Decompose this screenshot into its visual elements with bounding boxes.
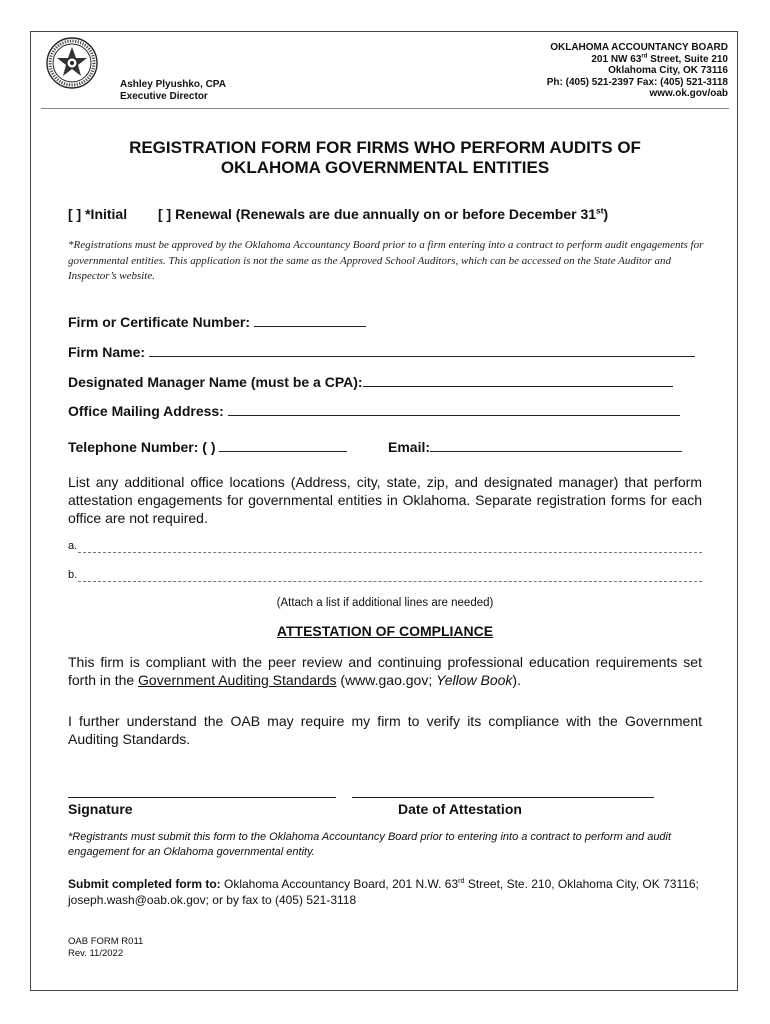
telephone-label: Telephone Number: ( ) — [68, 439, 216, 455]
attestation-paragraph-2: I further understand the OAB may require my firm to verify its compliance with the Government Auditing Standards. — [68, 713, 702, 747]
manager-blank[interactable] — [363, 374, 673, 387]
executive-director-block — [120, 79, 226, 103]
form-title — [0, 138, 770, 178]
date-line[interactable] — [352, 797, 654, 798]
oklahoma-state-seal-icon — [46, 37, 98, 89]
board-address-line1: 201 NW 63rd Street, Suite 210 — [591, 53, 728, 65]
attach-list-note: (Attach a list if additional lines are needed) — [276, 597, 494, 609]
form-revision: Rev. 11/2022 — [68, 947, 124, 959]
cert-number-field[interactable] — [68, 314, 366, 330]
form-title-line2: OKLAHOMA GOVERNMENTAL ENTITIES — [220, 158, 550, 177]
mailing-address-field[interactable] — [68, 403, 680, 419]
office-line-a-label: a. — [68, 540, 78, 552]
office-line-b[interactable] — [78, 581, 702, 582]
mailing-address-blank[interactable] — [228, 403, 680, 416]
renewal-label: [ ] Renewal — [158, 206, 232, 222]
registrant-note: *Registrants must submit this form to the Oklahoma Accountancy Board prior to entering into a contract to perform and audit engagement for an Oklahoma governmental entity. — [68, 831, 672, 858]
executive-title: Executive Director — [120, 91, 208, 102]
board-address-line2: Oklahoma City, OK 73116 — [608, 65, 728, 76]
firm-name-blank[interactable] — [149, 344, 695, 357]
telephone-field[interactable] — [68, 439, 347, 455]
mailing-address-label: Office Mailing Address: — [68, 403, 224, 419]
email-blank[interactable] — [430, 439, 682, 452]
renewal-deadline-note: (Renewals are due annually on or before December 31st) — [235, 205, 609, 222]
board-contact-block — [547, 42, 728, 100]
additional-offices-instructions: List any additional office locations (Address, city, state, zip, and designated manager) that perform attestation engagements for governmental entities in Oklahoma. Separate registration forms for each office are not required. — [68, 474, 702, 526]
signature-line[interactable] — [68, 797, 336, 798]
initial-registration-note: *Registrations must be approved by the Oklahoma Accountancy Board prior to a firm entering into a contract to perform audit engagements for governmental entities. This application is not the same as the Approved School Auditors, which can be accessed on the State Auditor and Inspector’s website. — [68, 239, 704, 282]
form-footer — [68, 936, 143, 959]
board-website[interactable]: www.ok.gov/oab — [649, 88, 728, 99]
firm-name-label: Firm Name: — [68, 344, 146, 360]
gas-link[interactable]: Government Auditing Standards — [138, 672, 337, 688]
office-line-a[interactable] — [78, 552, 702, 553]
manager-label: Designated Manager Name (must be a CPA): — [68, 374, 363, 390]
email-label: Email: — [388, 439, 431, 455]
attestation-paragraph-1: This firm is compliant with the peer review and continuing professional education requirements set forth in the Government Auditing Standards (www.gao.gov; Yellow Book). — [68, 654, 702, 688]
header-divider — [41, 108, 729, 109]
telephone-blank[interactable] — [219, 439, 347, 452]
board-name: OKLAHOMA ACCOUNTANCY BOARD — [550, 42, 728, 53]
executive-name: Ashley Plyushko, CPA — [120, 79, 226, 90]
firm-name-field[interactable] — [68, 344, 695, 360]
email-field[interactable] — [388, 439, 682, 455]
renewal-checkbox[interactable] — [158, 206, 608, 222]
cert-number-blank[interactable] — [254, 314, 366, 327]
board-phone-fax: Ph: (405) 521-2397 Fax: (405) 521-3118 — [546, 76, 728, 88]
office-line-b-label: b. — [68, 569, 78, 581]
form-title-line1: REGISTRATION FORM FOR FIRMS WHO PERFORM AUDITS OF — [129, 138, 641, 157]
manager-field[interactable] — [68, 374, 673, 390]
form-id: OAB FORM R011 — [68, 936, 144, 947]
signature-label: Signature — [68, 801, 133, 817]
date-label: Date of Attestation — [398, 801, 522, 817]
attestation-heading: ATTESTATION OF COMPLIANCE — [276, 623, 494, 639]
initial-checkbox[interactable]: [ ] *Initial — [68, 206, 128, 222]
submit-label: Submit completed form to: — [68, 877, 221, 891]
submit-instructions: Submit completed form to: Oklahoma Accountancy Board, 201 N.W. 63rd Street, Ste. 210, Oklahoma City, OK 73116; joseph.wash@oab.ok.gov; or by fax to (405) 521-3118 — [68, 876, 699, 907]
cert-number-label: Firm or Certificate Number: — [68, 314, 251, 330]
